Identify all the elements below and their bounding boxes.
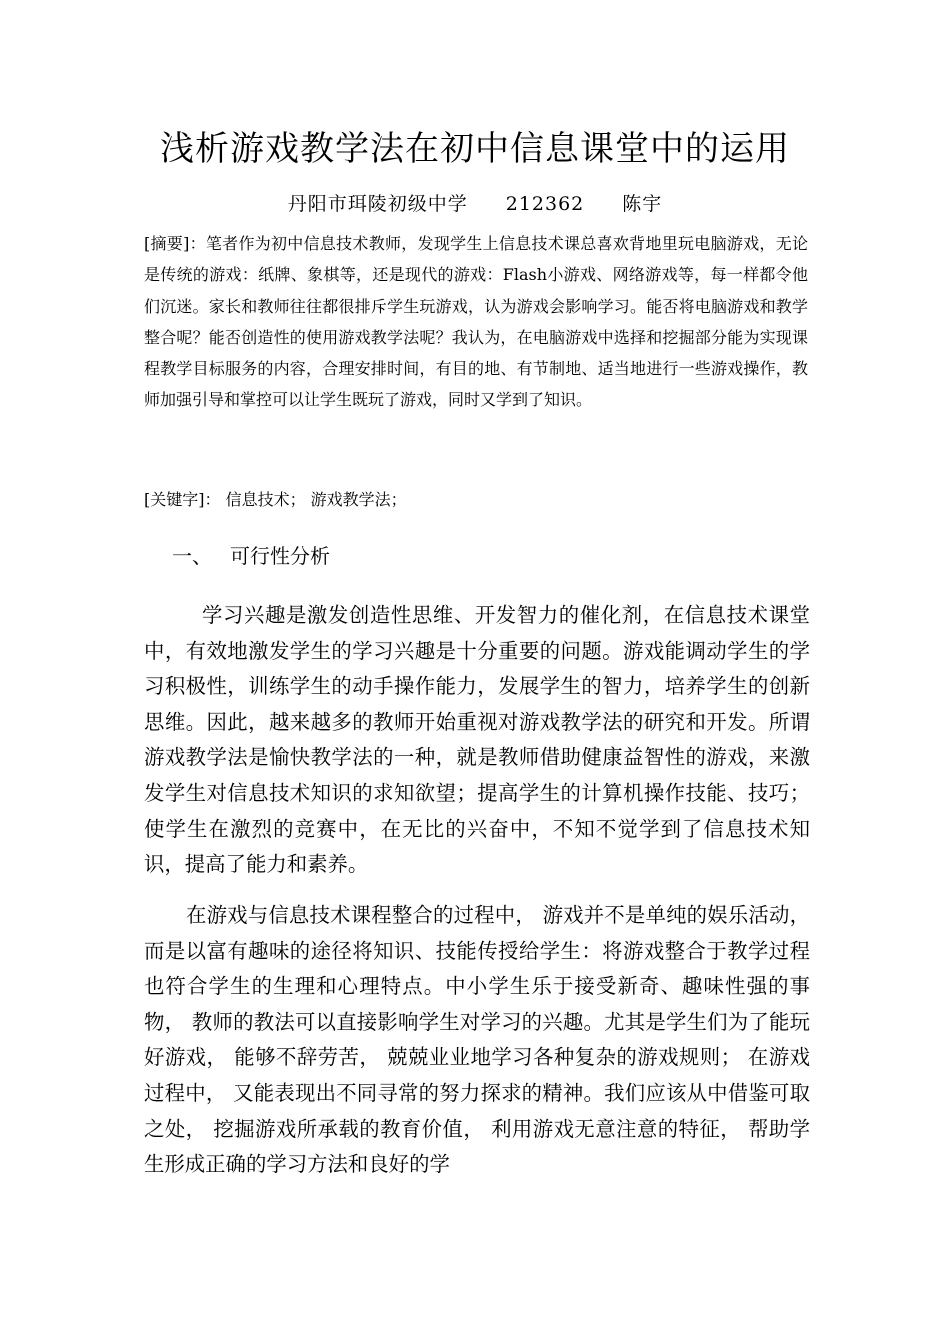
author-name: 陈宇 (622, 193, 663, 215)
section-title: 可行性分析 (230, 544, 330, 568)
body-paragraph: 学习兴趣是激发创造性思维、开发智力的催化剂，在信息技术课堂中，有效地激发学生的学习兴趣是十分重要的问题。游戏能调动学生的学习积极性，训练学生的动手操作能力，发展学生的智力，培养学生的创新思维。因此，越来越多的教师开始重视对游戏教学法的研究和开发。所谓游戏教学法是愉快教学法的一种，就是教师借助健康益智性的游戏，来激发学生对信息技术知识的求知欲望；提高学生的计算机操作技能、技巧；使学生在激烈的竞赛中，在无比的兴奋中，不知不觉学到了信息技术知识，提高了能力和素养。 (144, 603, 810, 877)
author-postcode: 212362 (505, 193, 585, 215)
section-number: 一、 (172, 544, 212, 568)
section-heading (172, 539, 330, 573)
document-title: 浅析游戏教学法在初中信息课堂中的运用 (160, 129, 790, 169)
keywords-text: [关键字]： 信息技术； 游戏教学法； (144, 490, 407, 509)
author-school: 丹阳市珥陵初级中学 (287, 193, 468, 215)
author-line (0, 190, 950, 218)
body-paragraph: 在游戏与信息技术课程整合的过程中， 游戏并不是单纯的娱乐活动， 而是以富有趣味的途径将知识、技能传授给学生：将游戏整合于教学过程也符合学生的生理和心理特点。中小学生乐于接受新奇、趣味性强的事物， 教师的教法可以直接影响学生对学习的兴趣。尤其是学生们为了能玩好游戏， 能够不辞劳苦， 兢兢业业地学习各种复杂的游戏规则； 在游戏过程中， 又能表现出不同寻常的努力探求的精神。我们应该从中借鉴可取之处， 挖掘游戏所承载的教育价值， 利用游戏无意注意的特征， 帮助学生形成正确的学习方法和良好的学 (144, 903, 810, 1177)
abstract-text: [摘要]：笔者作为初中信息技术教师，发现学生上信息技术课总喜欢背地里玩电脑游戏，无论是传统的游戏：纸牌、象棋等，还是现代的游戏：Flash小游戏、网络游戏等，每一样都令他们沉迷。家长和教师往往都很排斥学生玩游戏，认为游戏会影响学习。能否将电脑游戏和教学整合呢？能否创造性的使用游戏教学法呢？我认为，在电脑游戏中选择和挖掘部分能为实现课程教学目标服务的内容，合理安排时间，有目的地、有节制地、适当地进行一些游戏操作，教师加强引导和掌控可以让学生既玩了游戏，同时又学到了知识。 (144, 234, 808, 410)
